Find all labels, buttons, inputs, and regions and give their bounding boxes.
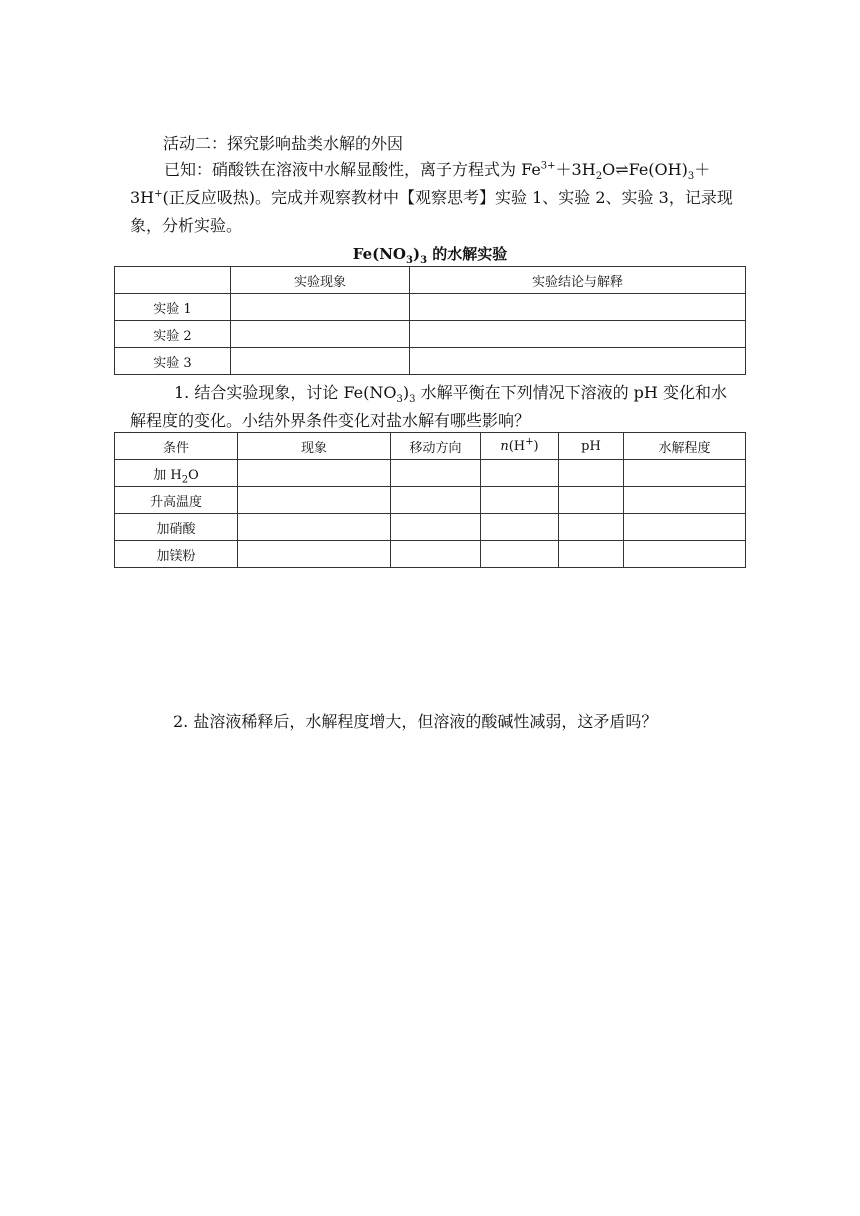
table-header-row <box>115 433 746 460</box>
water-subscript: 2 <box>595 171 603 183</box>
answer-cell[interactable] <box>481 460 559 487</box>
h-charge: + <box>154 188 163 200</box>
answer-cell[interactable] <box>391 460 481 487</box>
answer-cell[interactable] <box>238 541 391 568</box>
answer-cell[interactable] <box>559 541 624 568</box>
table-header-cell-nh <box>481 433 559 460</box>
nh-close: ) <box>533 438 539 454</box>
product: Fe(OH) <box>628 160 688 179</box>
question-2: 2. 盐溶液稀释后，水解程度增大，但溶液的酸碱性减弱，这矛盾吗？ <box>173 712 658 731</box>
table-row <box>115 321 746 348</box>
row-label-post: O <box>188 467 199 483</box>
caption-sub2: 3 <box>420 255 428 266</box>
observation-cell[interactable] <box>231 321 410 348</box>
known-prefix: 已知：硝酸铁在溶液中水解显酸性，离子方程式为 <box>164 160 522 179</box>
conditions-table <box>114 432 746 568</box>
answer-cell[interactable] <box>391 487 481 514</box>
table-row <box>115 460 746 487</box>
row-label-sub: 2 <box>181 474 189 486</box>
equilibrium-arrow-icon: ⇌ <box>615 160 629 179</box>
plus-h: ＋3H <box>130 160 711 207</box>
table-header-row <box>115 267 746 294</box>
table-header-cell: 条件 <box>115 433 238 460</box>
answer-cell[interactable] <box>238 514 391 541</box>
conclusion-cell[interactable] <box>410 348 746 375</box>
answer-cell[interactable] <box>481 514 559 541</box>
table-header-cell: 移动方向 <box>391 433 481 460</box>
table-header-cell: 现象 <box>238 433 391 460</box>
row-label: 实验 2 <box>115 321 231 348</box>
row-label: 加硝酸 <box>115 514 238 541</box>
conclusion-cell[interactable] <box>410 294 746 321</box>
known-suffix: (正反应吸热)。完成并观察教材中【观察思考】实验 1、实验 2、实验 3，记录现象，分析实验。 <box>130 188 733 235</box>
answer-cell[interactable] <box>559 460 624 487</box>
nh-open: (H <box>508 438 526 454</box>
table-header-cell: 实验现象 <box>231 267 410 294</box>
answer-cell[interactable] <box>559 514 624 541</box>
table-header-cell: 实验结论与解释 <box>410 267 746 294</box>
table-row <box>115 294 746 321</box>
answer-cell[interactable] <box>624 541 746 568</box>
table-row <box>115 514 746 541</box>
plus-water: ＋3H <box>555 160 596 179</box>
q1-mid: ) <box>402 383 410 402</box>
q1-pre: 1. 结合实验现象，讨论 Fe(NO <box>174 383 397 402</box>
nh-n: n <box>500 438 509 454</box>
nh-charge: + <box>525 436 534 448</box>
observation-cell[interactable] <box>231 294 410 321</box>
fe-symbol: Fe <box>521 160 541 179</box>
experiment-table <box>114 266 746 375</box>
row-label-pre: 加 H <box>153 467 182 483</box>
answer-cell[interactable] <box>238 487 391 514</box>
table-header-cell: pH <box>559 433 624 460</box>
table1-caption <box>0 243 860 264</box>
answer-cell[interactable] <box>559 487 624 514</box>
row-label: 加镁粉 <box>115 541 238 568</box>
table-row <box>115 541 746 568</box>
row-label <box>115 460 238 487</box>
caption-formula-pre: Fe(NO <box>352 245 406 263</box>
answer-cell[interactable] <box>481 487 559 514</box>
caption-formula-post: ) <box>412 245 421 263</box>
answer-cell[interactable] <box>624 487 746 514</box>
product-subscript: 3 <box>687 171 695 183</box>
row-label: 实验 3 <box>115 348 231 375</box>
q1-sub2: 3 <box>409 394 416 406</box>
table-row <box>115 487 746 514</box>
row-label: 实验 1 <box>115 294 231 321</box>
section-heading: 活动二：探究影响盐类水解的外因 <box>163 134 404 153</box>
q1-sub: 3 <box>396 394 403 406</box>
water-o: O <box>602 160 616 179</box>
answer-cell[interactable] <box>391 541 481 568</box>
known-paragraph <box>130 156 740 240</box>
caption-sub: 3 <box>405 255 413 266</box>
table-header-cell <box>115 267 231 294</box>
answer-cell[interactable] <box>481 541 559 568</box>
row-label: 升高温度 <box>115 487 238 514</box>
observation-cell[interactable] <box>231 348 410 375</box>
table-header-cell: 水解程度 <box>624 433 746 460</box>
caption-title: 的水解实验 <box>427 245 508 263</box>
answer-cell[interactable] <box>391 514 481 541</box>
table-row <box>115 348 746 375</box>
question-1 <box>130 379 740 435</box>
conclusion-cell[interactable] <box>410 321 746 348</box>
answer-cell[interactable] <box>238 460 391 487</box>
answer-cell[interactable] <box>624 460 746 487</box>
q1-post: 水解平衡在下列情况下溶液的 pH 变化和水解程度的变化。小结外界条件变化对盐水解有哪些影响？ <box>130 383 727 430</box>
answer-cell[interactable] <box>624 514 746 541</box>
fe-charge: 3+ <box>540 160 556 172</box>
